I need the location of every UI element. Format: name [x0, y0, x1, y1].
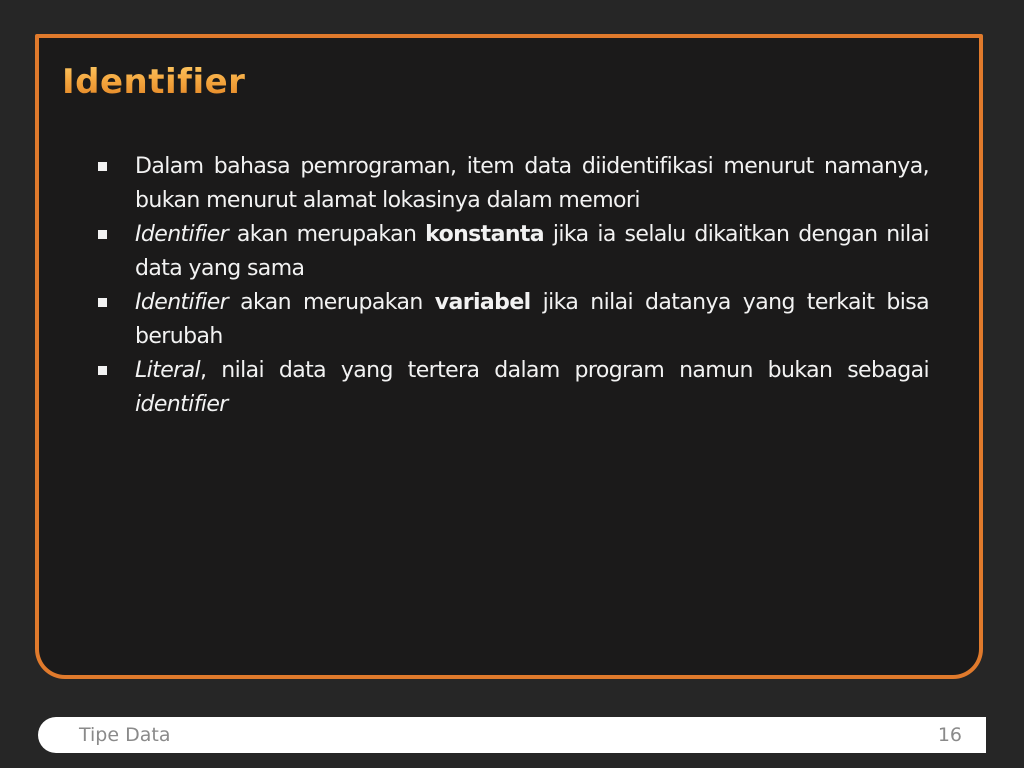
bullet-item [95, 150, 929, 218]
bullet-text-part: akan merupakan [228, 290, 435, 315]
bullet-text-part: , nilai data yang tertera dalam program namun bukan sebagai [199, 358, 929, 383]
bullet-list [95, 150, 929, 422]
bullet-text-part: jika nilai datanya yang terkait bisa berubah [135, 290, 929, 349]
bullet-text-part: variabel [434, 290, 531, 315]
footer-bar [38, 717, 986, 753]
page-number: 16 [937, 724, 962, 746]
bullet-text-part: akan merupakan [228, 222, 426, 247]
bullet-text-part: Literal [135, 358, 200, 383]
bullet-text-part: identifier [135, 392, 228, 417]
bullet-item [95, 218, 929, 286]
bullet-text-part: konstanta [425, 222, 545, 247]
bullet-text-part: Identifier [135, 290, 229, 315]
bullet-text-part: Identifier [135, 222, 229, 247]
slide-title: Identifier [62, 58, 245, 106]
square-bullet-icon [98, 366, 107, 375]
square-bullet-icon [98, 162, 107, 171]
bullet-item [95, 286, 929, 354]
footer-label: Tipe Data [79, 724, 171, 746]
bullet-text-part: Dalam bahasa pemrograman, item data diidentifikasi menurut namanya, bukan menurut alamat lokasinya dalam memori [135, 154, 929, 213]
bullet-item [95, 354, 929, 422]
bullet-text-part: jika ia selalu dikaitkan dengan nilai data yang sama [135, 222, 929, 281]
square-bullet-icon [98, 230, 107, 239]
square-bullet-icon [98, 298, 107, 307]
